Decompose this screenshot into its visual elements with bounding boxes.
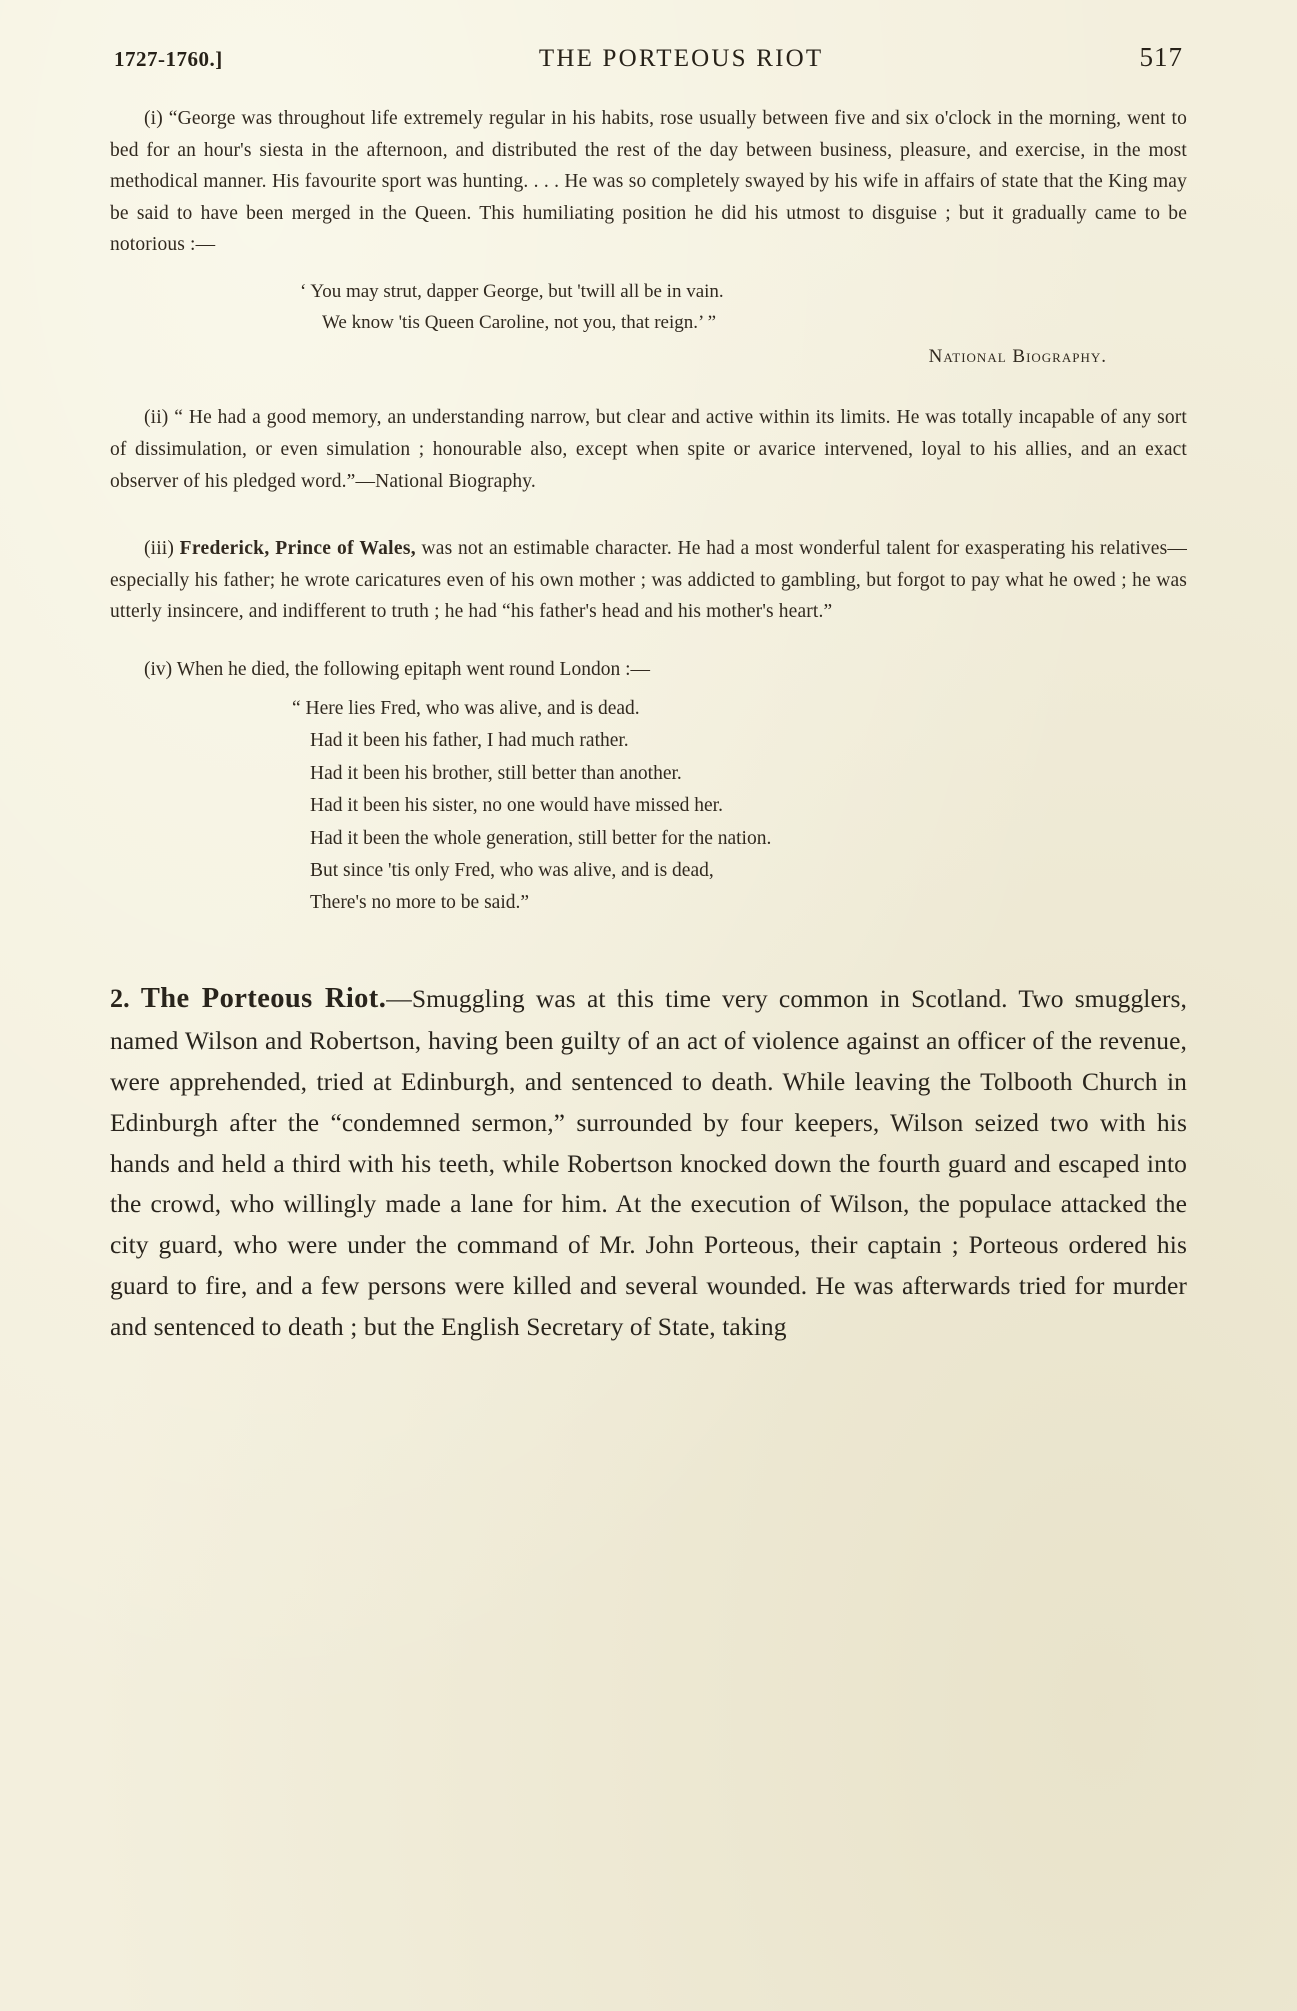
epitaph-line-7: There's no more to be said.” — [310, 892, 530, 914]
epitaph-block — [110, 693, 1187, 920]
extract-text-ii: “ He had a good memory, an understanding narrow, but clear and active within its limits. He was totally incapable of any sort of dissimulation, or even simulation ; honourable also, except when spite or avarice intervened, loyal to his allies, and an exact observer of his pledged word.”—National Biography. — [110, 407, 1187, 492]
running-head — [110, 42, 1187, 73]
running-head-date-range: 1727-1760.] — [114, 47, 223, 71]
section-dash: — — [386, 983, 412, 1013]
section-heading: The Porteous Riot. — [140, 982, 387, 1014]
prince-name: Frederick, Prince of Wales, — [179, 538, 416, 560]
section-number: 2. — [110, 983, 130, 1013]
epitaph-line-4: Had it been his sister, no one would have missed her. — [310, 795, 723, 817]
extract-label-iii: (iii) — [144, 538, 174, 560]
extract-paragraph-ii — [110, 402, 1187, 497]
extract-label-ii: (ii) — [144, 407, 169, 429]
extract-label-i: (i) — [144, 108, 163, 129]
extract-text-i: “George was throughout life extremely regular in his habits, rose usually between five and six o'clock in the morning, went to bed for an hour's siesta in the afternoon, and distributed the rest of the day between business, pleasure, and exercise, in the most methodical manner. His favourite sport was hunting. . . . He was so completely swayed by his wife in affairs of state that the King may be said to have been merged in the Queen. This humiliating position he did his utmost to disguise ; but it gradually came to be notorious :— — [110, 108, 1187, 256]
extract-text-iii: was not an estimable character. He had a most wonderful talent for exasperating his relatives—especially his father; he wrote caricatures even of his own mother ; was addicted to gambling, but forgot to pay what he owed ; he was utterly insincere, and indifferent to truth ; he had “his father's head and his mother's heart.” — [110, 538, 1187, 623]
epitaph-line-5: Had it been the whole generation, still better for the nation. — [310, 827, 772, 849]
epitaph-line-2: Had it been his father, I had much rather. — [310, 730, 629, 752]
verse-line-2: We know 'tis Queen Caroline, not you, that reign.’ ” — [322, 311, 717, 333]
section-porteous-riot — [110, 976, 1187, 1348]
running-head-title: THE PORTEOUS RIOT — [538, 45, 824, 72]
epitaph-line-1: “ Here lies Fred, who was alive, and is dead. — [292, 698, 640, 720]
spacer-1 — [110, 368, 1187, 402]
section-body-text: Smuggling was at this time very common in Scotland. Two smugglers, named Wilson and Robertson, having been guilty of an act of violence against an officer of the revenue, were apprehended, tried at Edinburgh, and sentenced to death. While leaving the Tolbooth Church in Edinburgh after the “condemned sermon,” surrounded by four keepers, Wilson seized two with his hands and held a third with his teeth, while Robertson knocked down the fourth guard and escaped into the crowd, who willingly made a lane for him. At the execution of Wilson, the populace attacked the city guard, who were under the command of Mr. John Porteous, their captain ; Porteous ordered his guard to fire, and a few persons were killed and several wounded. He was afterwards tried for murder and sentenced to death ; but the English Secretary of State, taking — [110, 983, 1187, 1341]
page-content — [110, 103, 1187, 1348]
epitaph-line-3: Had it been his brother, still better than another. — [310, 762, 682, 784]
epitaph-line-6: But since 'tis only Fred, who was alive, and is dead, — [310, 859, 714, 881]
section-paragraph — [110, 976, 1187, 1348]
extract-paragraph-iii — [110, 533, 1187, 628]
verse-line-1: ‘ You may strut, dapper George, but 'twill all be in vain. — [300, 280, 724, 302]
extract-paragraph-i — [110, 103, 1187, 261]
spacer-3 — [110, 642, 1187, 654]
verse-attribution: National Biography. — [928, 346, 1107, 368]
verse-block — [110, 277, 1187, 339]
extract-label-iv: (iv) — [144, 658, 173, 680]
page-number: 517 — [1139, 42, 1183, 72]
spacer-2 — [110, 511, 1187, 533]
epitaph-intro-text: When he died, the following epitaph went round London :— — [176, 658, 651, 680]
epitaph-intro — [110, 654, 1187, 685]
